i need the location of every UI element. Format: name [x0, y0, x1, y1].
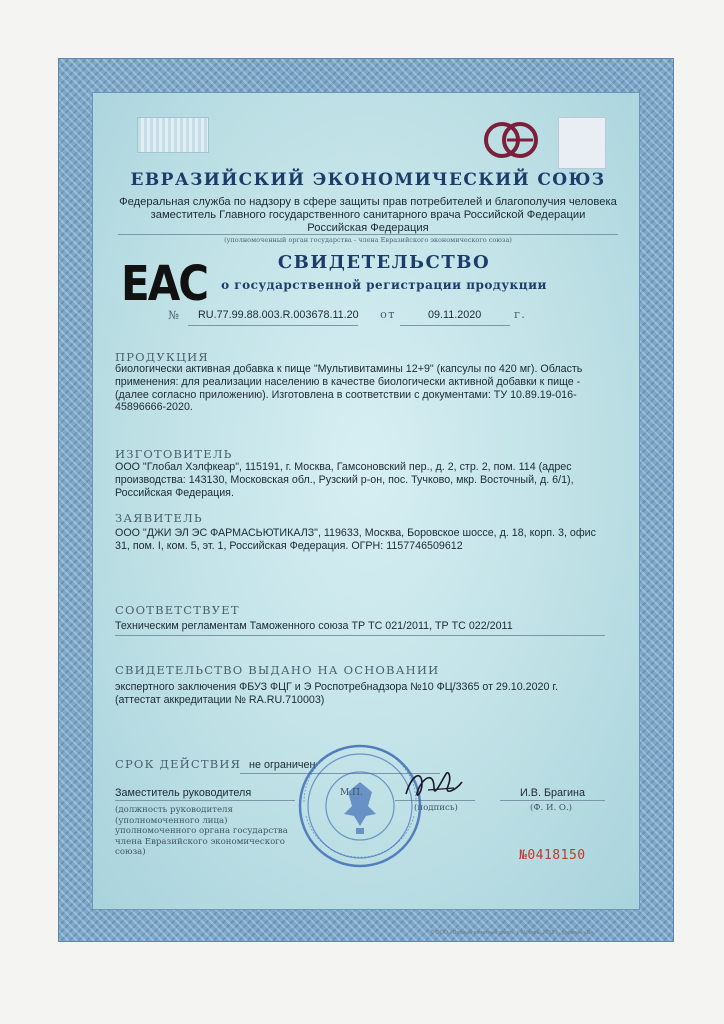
manufacturer-label: ИЗГОТОВИТЕЛЬ: [115, 447, 233, 461]
printer-note: © ООО «Первый печатный двор», г. Москва, 2019 г., уровень «В»: [430, 930, 594, 936]
compliance-label: СООТВЕТСТВУЕТ: [115, 603, 240, 617]
agency-line-2: заместитель Главного государственного санитарного врача Российской Федерации: [150, 209, 586, 221]
agency-note: (уполномоченный орган государства - члена Евразийского экономического союза): [118, 234, 618, 244]
union-title: ЕВРАЗИЙСКИЙ ЭКОНОМИЧЕСКИЙ СОЮЗ: [130, 170, 606, 190]
position-caption: (должность руководителя (уполномоченного лица) уполномоченного органа государства члена Евразийского экономического союза): [115, 805, 288, 857]
name-caption: (Ф. И. О.): [530, 803, 573, 813]
certificate-subtitle: о государственной регистрации продукции: [221, 278, 547, 292]
product-text: биологически активная добавка к пище "Мультивитамины 12+9" (капсулы по 420 мг). Область применения: для реализации населению в качестве биологически активной добавки к пище - (далее согласно приложению). Изготовлена в соответствии с документами: ТУ 10.89.19-016-45896666-2020.: [115, 363, 583, 414]
registration-stamp: [558, 117, 606, 169]
applicant-label: ЗАЯВИТЕЛЬ: [115, 511, 203, 525]
year-suffix: г.: [514, 307, 527, 321]
eac-mark: ЕАС: [121, 255, 208, 312]
signatory-position: Заместитель руководителя: [115, 787, 252, 799]
number-underline: [188, 325, 358, 326]
date-underline: [400, 325, 510, 326]
handwritten-signature: [398, 760, 468, 810]
basis-text: экспертного заключения ФБУЗ ФЦГ и Э Роспотребнадзора №10 ФЦ/3365 от 29.10.2020 г. (аттестат аккредитации № RA.RU.710003): [115, 681, 558, 706]
applicant-text: ООО "ДЖИ ЭЛ ЭС ФАРМАСЬЮТИКАЛЗ", 119633, Москва, Боровское шоссе, д. 18, корп. 3, офис 31, пом. I, ком. 5, эт. 1, Российская Федерация. ОГРН: 1157746509612: [115, 527, 596, 552]
customs-union-logo: [479, 117, 543, 163]
certificate-date: 09.11.2020: [428, 309, 482, 321]
certificate-number: RU.77.99.88.003.R.003678.11.20: [198, 309, 359, 321]
validity-label: СРОК ДЕЙСТВИЯ: [115, 757, 242, 771]
compliance-text: Техническим регламентам Таможенного союза ТР ТС 021/2011, ТР ТС 022/2011: [115, 620, 513, 632]
serial-number: №0418150: [519, 848, 586, 863]
seal-place-mark: М.П.: [340, 788, 363, 798]
date-label: от: [380, 307, 396, 321]
agency-line-3: Российская Федерация: [307, 222, 429, 234]
basis-label: СВИДЕТЕЛЬСТВО ВЫДАНО НА ОСНОВАНИИ: [115, 663, 440, 677]
number-label: №: [168, 308, 181, 322]
signatory-name: И.В. Брагина: [520, 787, 585, 799]
manufacturer-text: ООО "Глобал Хэлфкеар", 115191, г. Москва, Гамсоновский пер., д. 2, стр. 2, пом. 114 (адрес производства: 143130, Московская обл., Рузский р-он, пос. Тучково, мкр. Восточный, д. 6/1), Российская Федерация.: [115, 461, 574, 499]
validity-value: не ограничен: [249, 759, 316, 771]
position-underline: [115, 800, 295, 801]
issuing-agency: [118, 196, 618, 235]
hologram-sticker: [137, 117, 209, 153]
product-label: ПРОДУКЦИЯ: [115, 350, 209, 364]
signature-caption: (подпись): [414, 803, 458, 813]
name-underline: [500, 800, 605, 801]
compliance-underline: [115, 635, 605, 636]
certificate-title: СВИДЕТЕЛЬСТВО: [277, 252, 491, 273]
agency-line-1: Федеральная служба по надзору в сфере защиты прав потребителей и благополучия человека: [119, 196, 617, 208]
